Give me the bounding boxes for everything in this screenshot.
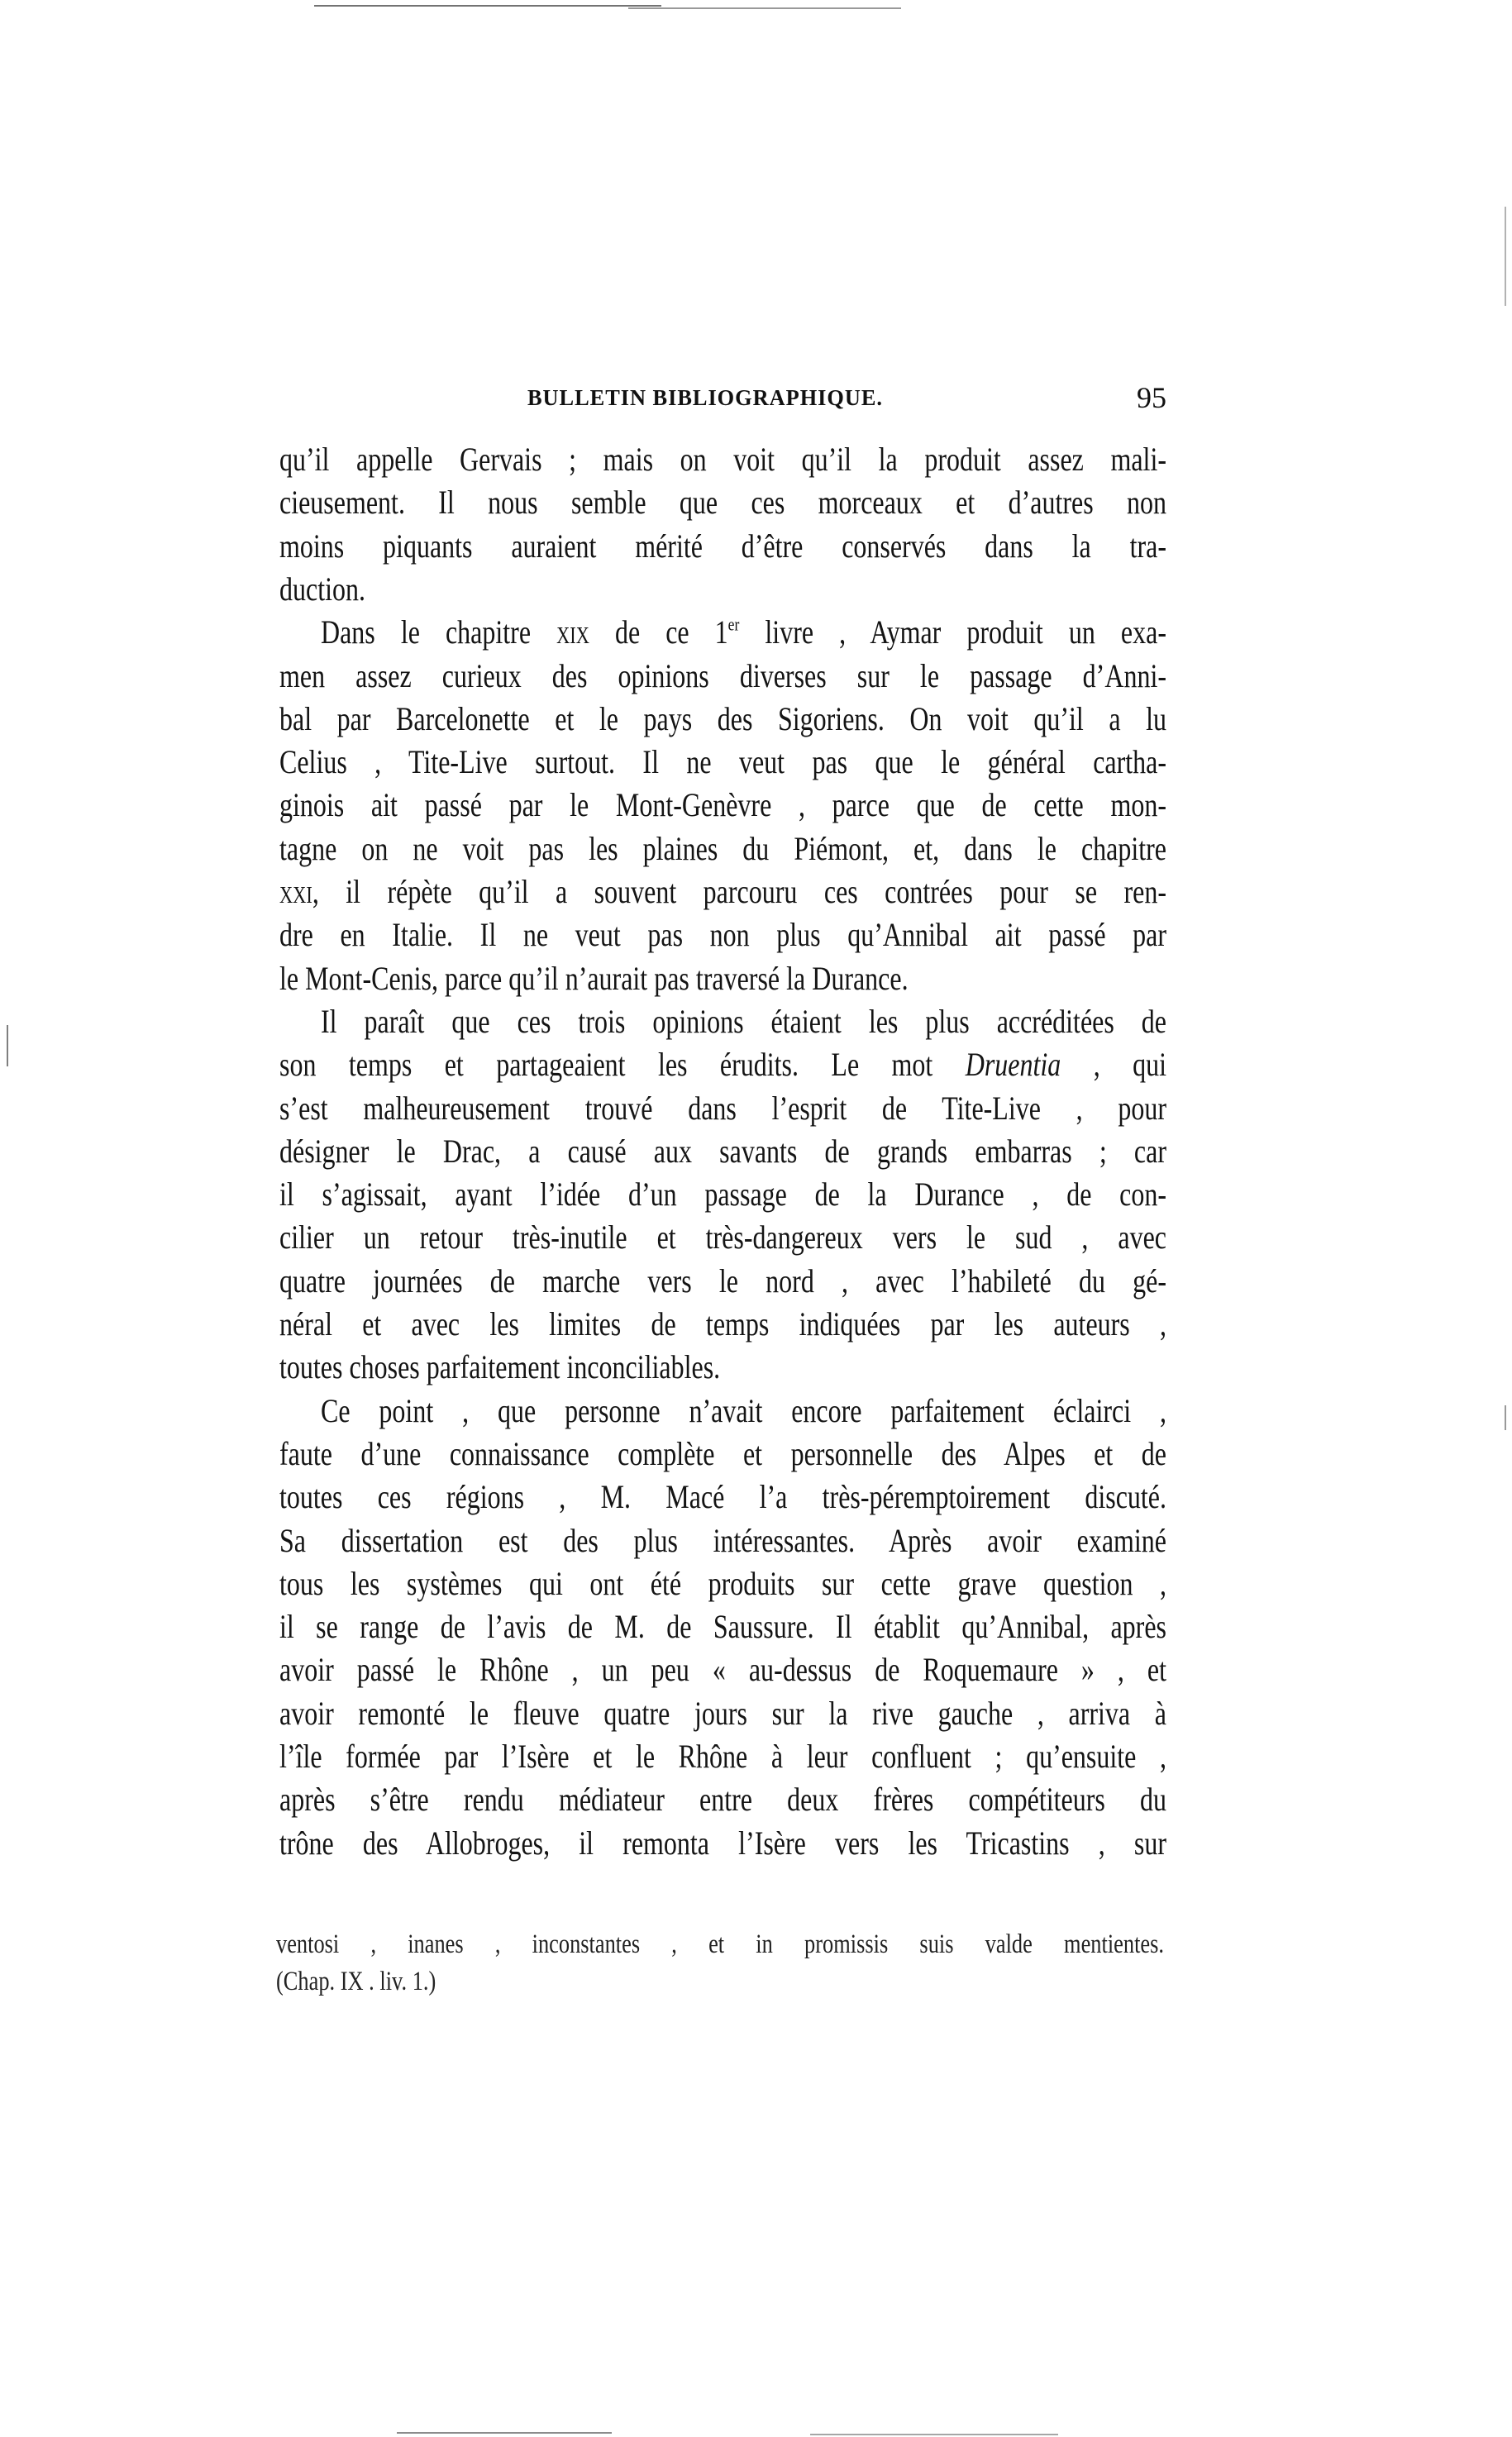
running-head [279, 381, 1166, 418]
text-line [279, 1778, 1166, 1821]
text-line [279, 827, 1166, 870]
scan-artifact-right-2 [1505, 1405, 1506, 1430]
text-line [279, 1562, 1166, 1605]
text-line-content: trône des Allobroges, il remonta l’Isère vers les Tricastins , sur [279, 1824, 1166, 1862]
text-line-content: il se range de l’avis de M. de Saussure. Il établit qu’Annibal, après [279, 1608, 1166, 1646]
text-line [279, 1692, 1166, 1735]
scan-artifact-top [314, 5, 661, 7]
text-line-content: duction. [279, 570, 365, 608]
text-line [279, 1173, 1166, 1216]
text-line [279, 1735, 1166, 1778]
text-line-content: s’est malheureusement trouvé dans l’esprit de Tite-Live , pour [279, 1089, 1166, 1127]
footnote-line [276, 1926, 1386, 1963]
text-line-content: Il paraît que ces trois opinions étaient les plus accréditées de [321, 1002, 1166, 1040]
text-line [279, 1260, 1166, 1303]
text-line-content: néral et avec les limites de temps indiquées par les auteurs , [279, 1305, 1166, 1342]
italic-term: Druentia [965, 1046, 1061, 1084]
text-line-content: cieusement. Il nous semble que ces morceaux et d’autres non [279, 484, 1166, 522]
text-line-content: toutes ces régions , M. Macé l’a très-péremptoirement discuté. [279, 1478, 1166, 1516]
text-line-content: ginois ait passé par le Mont-Genèvre , parce que de cette mon- [279, 786, 1166, 824]
superscript-er: er [727, 613, 740, 635]
scan-artifact-bottom [397, 2432, 612, 2434]
text-line-content: avoir passé le Rhône , un peu « au-dessus de Roquemaure » , et [279, 1651, 1166, 1689]
text-line [321, 1000, 1166, 1043]
text-line [279, 1216, 1166, 1259]
text-line-content: toutes choses parfaitement inconciliables. [279, 1348, 721, 1386]
text-line [279, 1433, 1166, 1476]
text-line [279, 655, 1166, 698]
text-line-content: xxi, il répète qu’il a souvent parcouru ces contrées pour se ren- [279, 873, 1166, 910]
scan-artifact-left [7, 1025, 8, 1066]
text-line [279, 1605, 1166, 1648]
text-line [279, 1346, 1166, 1389]
text-line-content: Dans le chapitre xix de ce 1er livre , Aymar produit un exa- [321, 613, 1166, 651]
text-line-content: le Mont-Cenis, parce qu’il n’aurait pas traversé la Durance. [279, 959, 909, 997]
text-line [279, 913, 1166, 956]
text-line [321, 611, 1166, 654]
text-line-content: Ce point , que personne n’avait encore parfaitement éclairci , [321, 1391, 1166, 1429]
text-line [279, 1822, 1166, 1865]
text-line [321, 1390, 1166, 1433]
text-line-content: désigner le Drac, a causé aux savants de grands embarras ; car [279, 1132, 1166, 1170]
text-line-content: faute d’une connaissance complète et personnelle des Alpes et de [279, 1434, 1166, 1472]
text-line-content: men assez curieux des opinions diverses sur le passage d’Anni- [279, 656, 1166, 694]
scan-artifact-top-2 [628, 7, 901, 9]
text-line-content: moins piquants auraient mérité d’être conservés dans la tra- [279, 527, 1166, 565]
scan-artifact-right [1505, 207, 1506, 306]
text-line [279, 957, 1166, 1000]
text-line [279, 568, 1166, 611]
text-line-content: cilier un retour très-inutile et très-dangereux vers le sud , avec [279, 1218, 1166, 1257]
footnote-line-content: ventosi , inanes , inconstantes , et in promissis suis valde mentientes. [276, 1929, 1164, 1959]
text-line-content: après s’être rendu médiateur entre deux frères compétiteurs du [279, 1781, 1166, 1819]
text-line-content: dre en Italie. Il ne veut pas non plus qu’Annibal ait passé par [279, 916, 1166, 954]
text-line [279, 1648, 1166, 1691]
ordinal-first: 1er [714, 613, 740, 651]
text-line-content: quatre journées de marche vers le nord , avec l’habileté du gé- [279, 1261, 1166, 1300]
footnote-line-content: (Chap. IX . liv. 1.) [276, 1967, 436, 1996]
text-line-content: Sa dissertation est des plus intéressantes. Après avoir examiné [279, 1521, 1166, 1559]
text-line-content: bal par Barcelonette et le pays des Sigoriens. On voit qu’il a lu [279, 699, 1166, 737]
roman-numeral: xix [556, 613, 589, 651]
text-line [279, 1519, 1166, 1562]
text-line-content: son temps et partageaient les érudits. Le mot Druentia , qui [279, 1046, 1166, 1084]
text-line-content: l’île formée par l’Isère et le Rhône à leur confluent ; qu’ensuite , [279, 1738, 1166, 1775]
text-line-content: tous les systèmes qui ont été produits sur cette grave question , [279, 1564, 1166, 1602]
text-line-content: il s’agissait, ayant l’idée d’un passage de la Durance , de con- [279, 1176, 1166, 1214]
text-line [279, 698, 1166, 741]
text-line-content: avoir remonté le fleuve quatre jours sur la rive gauche , arriva à [279, 1694, 1166, 1732]
text-line [279, 1130, 1166, 1173]
text-line [279, 525, 1166, 568]
text-line-content: tagne on ne voit pas les plaines du Piémont, et, dans le chapitre [279, 829, 1166, 867]
text-line [279, 438, 1166, 481]
scan-artifact-bottom-2 [810, 2434, 1058, 2435]
text-line [279, 481, 1166, 524]
running-title: BULLETIN BIBLIOGRAPHIQUE. [527, 385, 883, 410]
text-line [279, 1476, 1166, 1519]
page-number: 95 [1137, 381, 1166, 414]
text-line-content: Celius , Tite-Live surtout. Il ne veut pas que le général cartha- [279, 743, 1166, 781]
text-line [279, 870, 1166, 913]
roman-numeral: xxi [279, 873, 312, 910]
text-line [279, 1303, 1166, 1346]
text-line [279, 1043, 1166, 1086]
text-line [279, 741, 1166, 784]
text-line-content: qu’il appelle Gervais ; mais on voit qu’il la produit assez mali- [279, 441, 1166, 478]
footnote-line [276, 1963, 476, 2001]
text-line [279, 1087, 1166, 1130]
text-line [279, 784, 1166, 827]
